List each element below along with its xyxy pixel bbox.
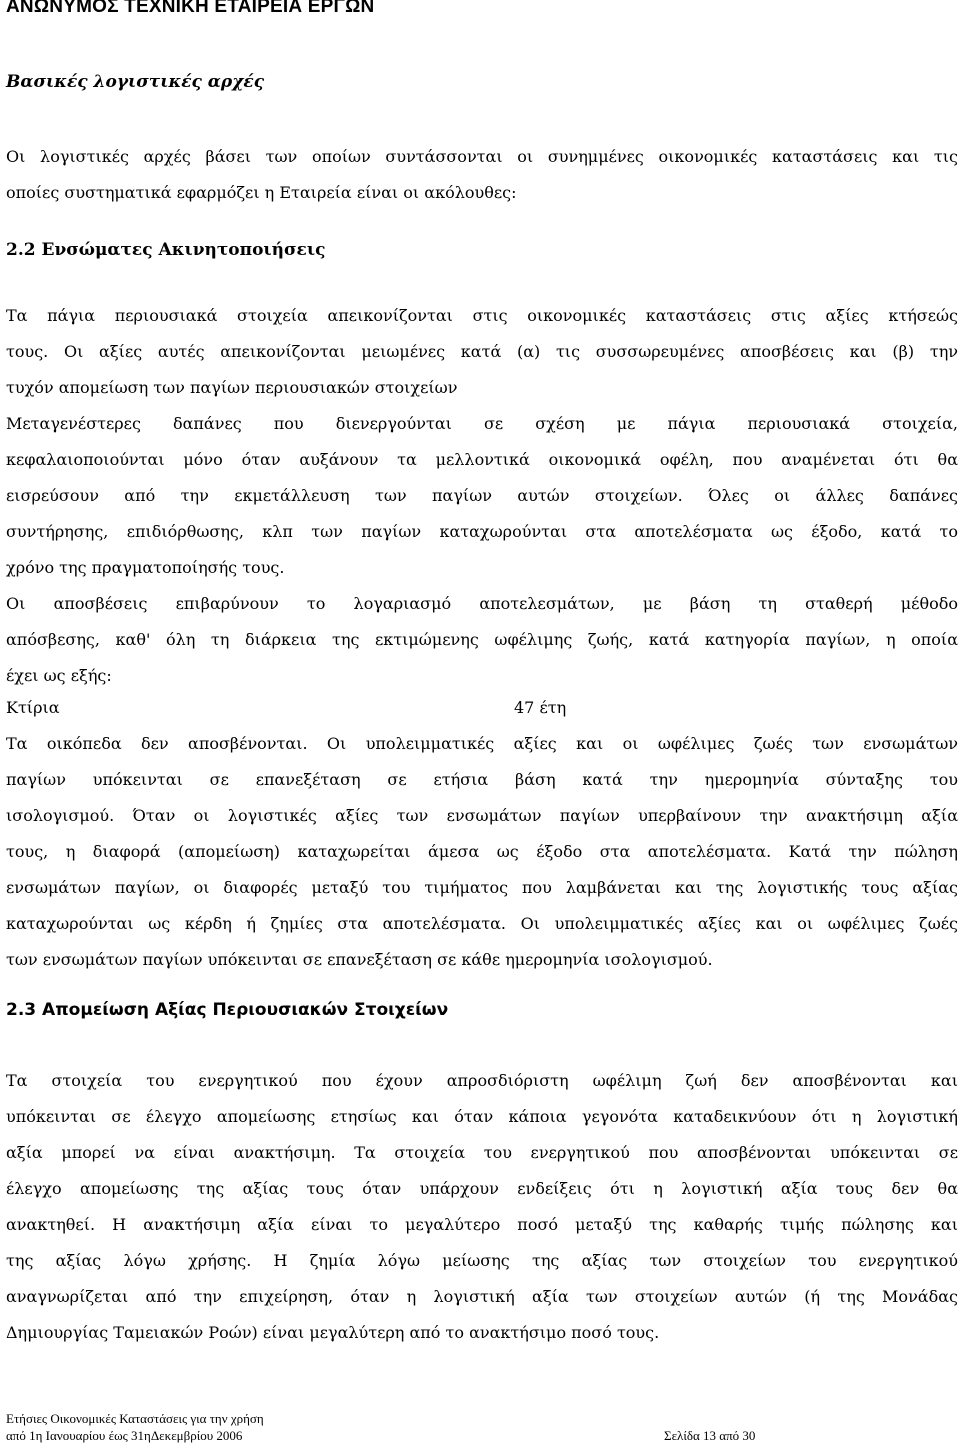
- text-line: ανακτηθεί. Η ανακτήσιμη αξία είναι το μεγαλύτερο ποσό μεταξύ της καθαρής τιμής πώλησης και: [6, 1215, 958, 1234]
- paragraph-principles-intro: [6, 139, 958, 211]
- text-line: τους. Οι αξίες αυτές απεικονίζονται μειωμένες κατά (α) τις συσσωρευμένες αποσβέσεις και (β) την: [6, 342, 958, 361]
- text-line: έχει ως εξής:: [6, 666, 112, 685]
- heading-section-2-3: 2.3 Απομείωση Αξίας Περιουσιακών Στοιχείων: [6, 1000, 449, 1020]
- text-line: Τα πάγια περιουσιακά στοιχεία απεικονίζονται στις οικονομικές καταστάσεις στις αξίες κτήσεώς: [6, 306, 958, 325]
- text-line: τους, η διαφορά (απομείωση) καταχωρείται άμεσα ως έξοδο στα αποτελέσματα. Κατά την πώληση: [6, 842, 958, 861]
- text-line: Τα στοιχεία του ενεργητικού που έχουν απροσδιόριστη ωφέλιμη ζωή δεν αποσβένονται και: [6, 1071, 958, 1090]
- footer-period: από 1η Ιανουαρίου έως 31ηΔεκεμβρίου 2006: [6, 1428, 243, 1443]
- heading-section-2-2: 2.2 Ενσώματες Ακινητοποιήσεις: [6, 240, 326, 260]
- company-name: ΑΝΩΝΥΜΟΣ ΤΕΧΝΙΚΗ ΕΤΑΙΡΕΙΑ ΕΡΓΩΝ: [6, 0, 375, 17]
- text-line: Τα οικόπεδα δεν αποσβένονται. Οι υπολειμματικές αξίες και οι ωφέλιμες ζωές των ενσωμάτων: [6, 734, 958, 753]
- text-line: τυχόν απομείωση των παγίων περιουσιακών στοιχείων: [6, 378, 458, 397]
- text-line: υπόκεινται σε έλεγχο απομείωσης ετησίως και όταν κάποια γεγονότα καταδεικνύουν ότι η λογιστική: [6, 1107, 958, 1126]
- text-line: συντήρησης, επιδιόρθωσης, κλπ των παγίων καταχωρούνται στα αποτελέσματα ως έξοδο, κατά το: [6, 522, 958, 541]
- text-line: αξία μπορεί να είναι ανακτήσιμη. Τα στοιχεία του ενεργητικού που αποσβένονται υπόκεινται σε: [6, 1143, 958, 1162]
- text-line: έλεγχο απομείωσης της αξίας τους όταν υπάρχουν ενδείξεις ότι η λογιστική αξία τους δεν θα: [6, 1179, 958, 1198]
- asset-life-value: 47 έτη: [514, 698, 567, 717]
- text-line: αναγνωρίζεται από την επιχείρηση, όταν η λογιστική αξία των στοιχείων αυτών (ή της Μονάδας: [6, 1287, 958, 1306]
- text-line: της αξίας λόγω χρήσης. Η ζημία λόγω μείωσης της αξίας των στοιχείων του ενεργητικού: [6, 1251, 958, 1270]
- page-footer: [6, 1410, 958, 1444]
- text-line: παγίων υπόκεινται σε επανεξέταση σε ετήσια βάση κατά την ημερομηνία σύνταξης του: [6, 770, 958, 789]
- text-line: Οι αποσβέσεις επιβαρύνουν το λογαριασμό αποτελεσμάτων, με βάση τη σταθερή μέθοδο: [6, 594, 958, 613]
- text-line: κεφαλαιοποιούνται μόνο όταν αυξάνουν τα μελλοντικά οικονομικά οφέλη, που αναμένεται ότι θα: [6, 450, 958, 469]
- text-line: Μεταγενέστερες δαπάνες που διενεργούνται σε σχέση με πάγια περιουσιακά στοιχεία,: [6, 414, 958, 433]
- text-line: χρόνο της πραγματοποίησής τους.: [6, 558, 285, 577]
- text-line: ισολογισμού. Όταν οι λογιστικές αξίες των ενσωμάτων παγίων υπερβαίνουν την ανακτήσιμη αξία: [6, 806, 958, 825]
- paragraph-impairment: [6, 1063, 958, 1351]
- footer-page-number: Σελίδα 13 από 30: [664, 1428, 756, 1443]
- heading-basic-principles: Βασικές λογιστικές αρχές: [6, 72, 265, 92]
- paragraph-residual-values: [6, 726, 958, 978]
- text-line: Οι λογιστικές αρχές βάσει των οποίων συντάσσονται οι συνημμένες οικονομικές καταστάσεις και τις: [6, 147, 958, 166]
- text-line: των ενσωμάτων παγίων υπόκεινται σε επανεξέταση σε κάθε ημερομηνία ισολογισμού.: [6, 950, 713, 969]
- footer-report-title: Ετήσιες Οικονομικές Καταστάσεις για την χρήση: [6, 1411, 264, 1426]
- text-line: Δημιουργίας Ταμειακών Ροών) είναι μεγαλύτερη από το ανακτήσιμο ποσό τους.: [6, 1323, 660, 1342]
- text-line: εισρεύσουν από την εκμετάλλευση των παγίων αυτών στοιχείων. Όλες οι άλλες δαπάνες: [6, 486, 958, 505]
- text-line: καταχωρούνται ως κέρδη ή ζημίες στα αποτελέσματα. Οι υπολειμματικές αξίες και οι ωφέλιμες ζωές: [6, 914, 958, 933]
- asset-category-label: Κτίρια: [6, 698, 60, 717]
- text-line: οποίες συστηματικά εφαρμόζει η Εταιρεία είναι οι ακόλουθες:: [6, 183, 517, 202]
- text-line: ενσωμάτων παγίων, οι διαφορές μεταξύ του τιμήματος που λαμβάνεται και της λογιστικής τους αξίας: [6, 878, 958, 897]
- text-line: απόσβεσης, καθ' όλη τη διάρκεια της εκτιμώμενης ωφέλιμης ζωής, κατά κατηγορία παγίων, η οποία: [6, 630, 958, 649]
- paragraph-tangible-assets: [6, 298, 958, 694]
